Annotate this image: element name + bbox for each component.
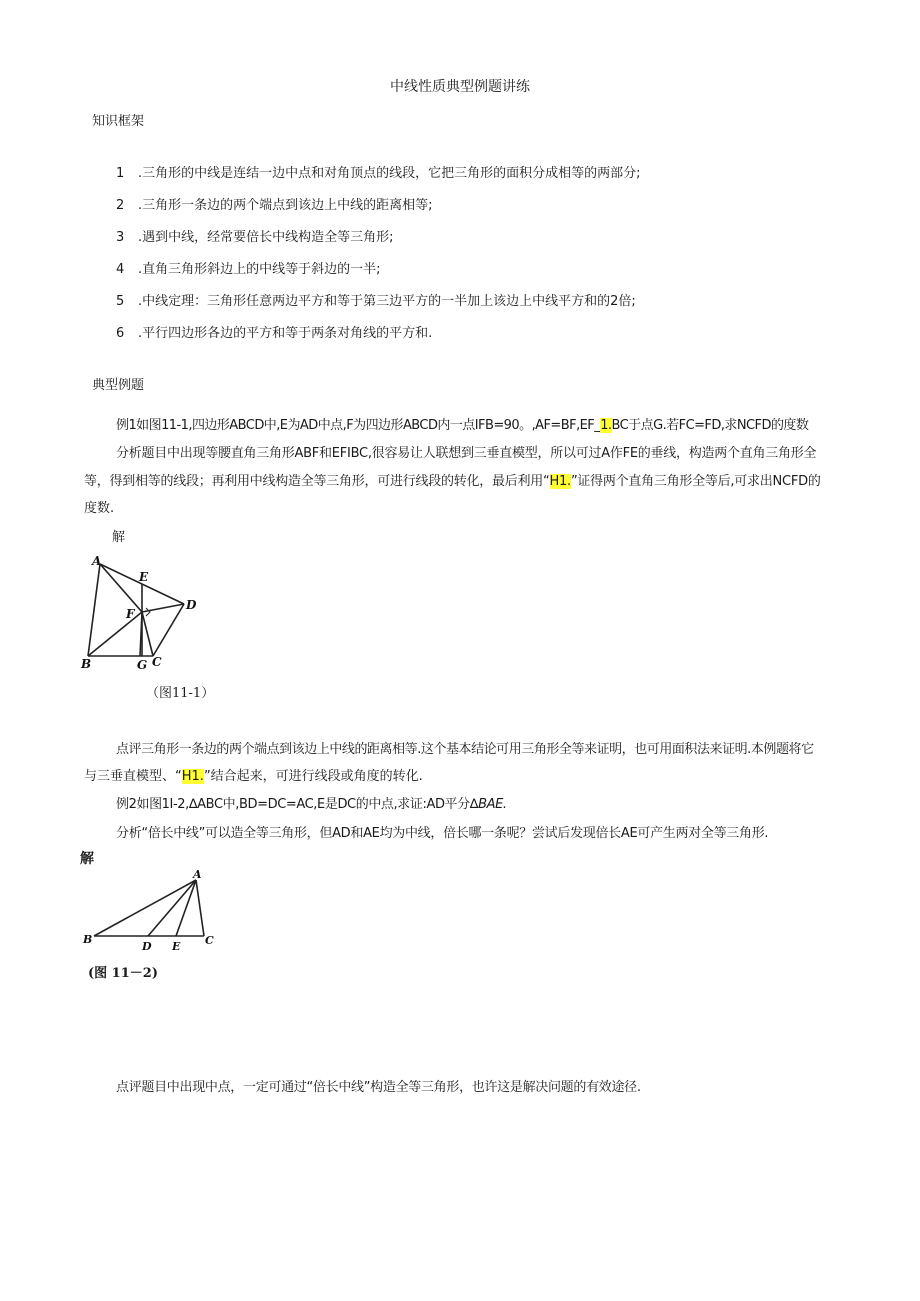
ana1-highlight: H1. bbox=[549, 474, 571, 489]
framework-item-3 bbox=[116, 226, 394, 245]
segment-FC bbox=[142, 612, 153, 656]
solution-label-2: 解 bbox=[80, 851, 94, 867]
example-1-statement bbox=[116, 414, 808, 433]
analysis-1-line-2 bbox=[84, 470, 821, 489]
label-B: B bbox=[81, 657, 92, 671]
item-text: .遇到中线，经常要倍长中线构造全等三角形; bbox=[138, 230, 394, 245]
comment1-text-a: 与三垂直模型、“ bbox=[84, 769, 182, 784]
ex1-highlight: 1. bbox=[600, 418, 612, 433]
figure-1-caption: （图11-1） bbox=[146, 686, 215, 701]
item-text: .平行四边形各边的平方和等于两条对角线的平方和. bbox=[138, 326, 433, 341]
label-D: D bbox=[142, 940, 152, 953]
page-title: 中线性质典型例题讲练 bbox=[390, 79, 530, 95]
segment-AC bbox=[196, 880, 204, 936]
segment-BA bbox=[94, 880, 196, 936]
framework-item-5 bbox=[116, 290, 636, 309]
comment1-highlight: H1. bbox=[181, 769, 204, 784]
segment-AF bbox=[100, 564, 142, 612]
item-number: 3 bbox=[116, 230, 125, 245]
item-number: 5 bbox=[116, 294, 125, 309]
label-D: D bbox=[186, 598, 197, 612]
comment-1-line-1: 点评三角形一条边的两个端点到该边上中线的距离相等.这个基本结论可用三角形全等来证明，也可用面积法来证明.本例题将它 bbox=[116, 742, 814, 757]
label-A: A bbox=[92, 554, 102, 568]
segment-BA bbox=[88, 564, 100, 656]
segment-AE bbox=[176, 880, 196, 936]
example-2-statement bbox=[116, 793, 507, 812]
section-heading-examples: 典型例题 bbox=[92, 378, 145, 393]
ex1-text-a: 例1如图11-1,四边形ABCD中,E为AD中点,F为四边形ABCD内一点IFB=90。,AF=BF,EF_ bbox=[116, 418, 601, 433]
framework-item-4 bbox=[116, 258, 381, 277]
figure-11-1 bbox=[80, 552, 210, 672]
ana1-text-a: 等，得到相等的线段；再利用中线构造全等三角形，可进行线段的转化，最后利用“ bbox=[84, 474, 550, 489]
ex1-text-b: BC于点G.若FC=FD,求NCFD的度数 bbox=[611, 418, 809, 433]
comment-2: 点评题目中出现中点，一定可通过“倍长中线”构造全等三角形，也许这是解决问题的有效途径. bbox=[116, 1080, 641, 1095]
comment1-text-b: ”结合起来，可进行线段或角度的转化. bbox=[203, 769, 423, 784]
framework-item-6 bbox=[116, 322, 432, 341]
label-E: E bbox=[139, 570, 149, 584]
item-number: 6 bbox=[116, 326, 125, 341]
ex2-text: 例2如图1I-2,∆ABC中,BD=DC=AC,E是DC的中点,求证:AD平分∆ bbox=[116, 797, 479, 812]
label-A: A bbox=[193, 868, 202, 881]
label-C: C bbox=[205, 934, 214, 947]
section-heading-framework: 知识框架 bbox=[92, 114, 145, 129]
label-C: C bbox=[152, 655, 162, 669]
comment-1-line-2 bbox=[84, 765, 423, 784]
figure-11-2 bbox=[80, 866, 220, 956]
label-G: G bbox=[137, 658, 148, 672]
right-angle-mark bbox=[146, 608, 150, 616]
framework-item-1 bbox=[116, 162, 641, 181]
framework-item-2 bbox=[116, 194, 433, 213]
ana1-text-b: ”证得两个直角三角形全等后,可求出NCFD的 bbox=[570, 474, 821, 489]
solution-label-1: 解 bbox=[112, 530, 126, 545]
ex2-italic: BAE. bbox=[478, 797, 507, 812]
segment-DC bbox=[153, 604, 184, 656]
label-E: E bbox=[172, 940, 181, 953]
segment-AD bbox=[148, 880, 196, 936]
item-text: .直角三角形斜边上的中线等于斜边的一半; bbox=[138, 262, 381, 277]
item-number: 4 bbox=[116, 262, 125, 277]
label-B: B bbox=[83, 933, 93, 946]
item-text: .三角形一条边的两个端点到该边上中线的距离相等; bbox=[138, 198, 433, 213]
item-text: .三角形的中线是连结一边中点和对角顶点的线段，它把三角形的面积分成相等的两部分; bbox=[138, 166, 641, 181]
item-text: .中线定理：三角形任意两边平方和等于第三边平方的一半加上该边上中线平方和的2倍; bbox=[138, 294, 636, 309]
analysis-1-line-3: 度数. bbox=[84, 501, 115, 516]
item-number: 2 bbox=[116, 198, 125, 213]
figure-2-caption: (图 11－2) bbox=[88, 966, 158, 981]
label-F: F bbox=[126, 607, 135, 621]
analysis-2: 分析“倍长中线”可以造全等三角形，但AD和AE均为中线，倍长哪一条呢？尝试后发现倍长AE可产生两对全等三角形. bbox=[116, 826, 769, 841]
item-number: 1 bbox=[116, 166, 125, 181]
analysis-1-line-1: 分析题目中出现等腰直角三角形ABF和EFIBC,很容易让人联想到三垂直模型，所以可过A作FE的垂线，构造两个直角三角形全 bbox=[116, 446, 817, 461]
